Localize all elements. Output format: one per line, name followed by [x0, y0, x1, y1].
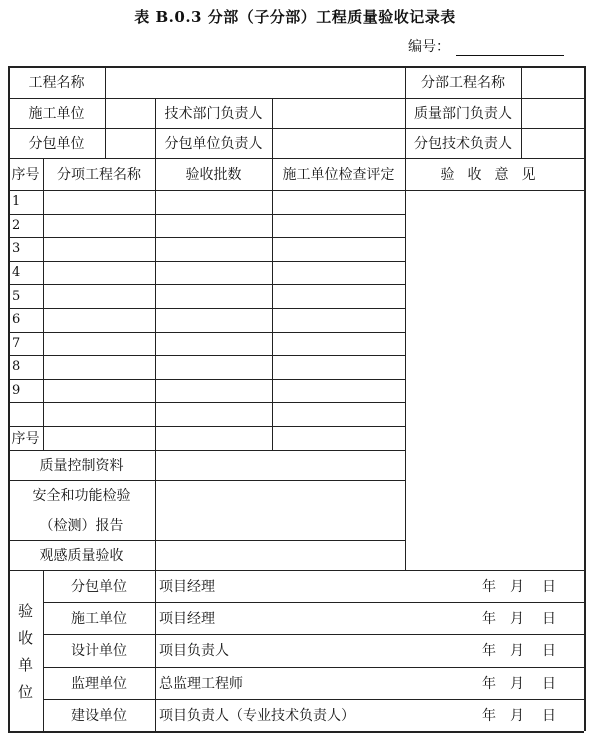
- table-cell-batch-count[interactable]: [155, 261, 272, 285]
- table-cell-self-check[interactable]: [272, 402, 405, 426]
- table-row-number: 8: [12, 359, 21, 375]
- date-day-label: 日: [542, 675, 556, 692]
- table-cell-self-check[interactable]: [272, 237, 405, 261]
- table-row-number: 5: [12, 288, 21, 304]
- table-row-number: 6: [12, 312, 21, 328]
- table-cell-self-check[interactable]: [272, 308, 405, 332]
- table-cell-batch-count[interactable]: [155, 237, 272, 261]
- date-year-label: 年: [482, 707, 496, 724]
- field-project-name[interactable]: [105, 66, 405, 98]
- table-cell-self-check[interactable]: [272, 355, 405, 379]
- signer-role-label: 总监理工程师: [159, 675, 243, 692]
- label-quality-dept-head: 质量部门负责人: [414, 106, 512, 122]
- table-cell-batch-count[interactable]: [155, 284, 272, 308]
- table-cell-self-check[interactable]: [272, 284, 405, 308]
- table-cell-batch-count[interactable]: [155, 190, 272, 214]
- table-cell-self-check[interactable]: [272, 261, 405, 285]
- signer-unit-label: 建设单位: [71, 707, 127, 724]
- table-cell-item-name[interactable]: [43, 332, 155, 356]
- label-sub-project-name: 分部工程名称: [421, 75, 505, 91]
- field-subcontract-unit[interactable]: [105, 128, 155, 158]
- label-appearance-quality: 观感质量验收: [39, 548, 124, 564]
- table-cell-self-check[interactable]: [272, 426, 405, 450]
- signer-role-label: 项目经理: [159, 611, 215, 628]
- table-row-number: 7: [12, 335, 21, 351]
- signer-role-label: 项目负责人: [159, 643, 229, 660]
- table-cell-item-name[interactable]: [43, 261, 155, 285]
- table-row-number: 3: [12, 241, 21, 257]
- date-day-label: 日: [542, 643, 556, 660]
- field-acceptance-opinion[interactable]: [405, 190, 584, 570]
- label-project-name: 工程名称: [28, 75, 85, 91]
- table-cell-item-name[interactable]: [43, 284, 155, 308]
- label-tech-dept-head: 技术部门负责人: [164, 106, 263, 122]
- table-cell-batch-count[interactable]: [155, 308, 272, 332]
- label-subcontract-tech-head: 分包技术负责人: [414, 136, 512, 152]
- signer-unit-label: 设计单位: [71, 643, 127, 660]
- field-subcontract-tech-head[interactable]: [521, 128, 584, 158]
- table-cell-item-name[interactable]: [43, 214, 155, 238]
- date-day-label: 日: [542, 611, 556, 628]
- column-header-opinion: 验收意见: [440, 167, 549, 183]
- field-quality-control-docs[interactable]: [155, 450, 405, 480]
- signer-unit-label: 施工单位: [71, 611, 127, 628]
- table-row-number: [8, 402, 47, 426]
- signer-role-label: 项目负责人（专业技术负责人）: [159, 707, 355, 724]
- column-header-seq: 序号: [11, 167, 40, 183]
- date-month-label: 月: [510, 675, 524, 692]
- table-cell-batch-count[interactable]: [155, 214, 272, 238]
- column-header-self-check: 施工单位检查评定: [282, 167, 395, 183]
- table-cell-batch-count[interactable]: [155, 402, 272, 426]
- label-quality-control-docs: 质量控制资料: [39, 458, 124, 474]
- date-year-label: 年: [482, 611, 496, 628]
- field-appearance-quality[interactable]: [155, 540, 405, 570]
- table-cell-item-name[interactable]: [43, 379, 155, 403]
- date-day-label: 日: [542, 579, 556, 596]
- signer-unit-label: 分包单位: [71, 579, 127, 596]
- field-safety-function-report[interactable]: [155, 480, 405, 540]
- acceptance-unit-char: 单: [17, 656, 33, 674]
- field-construction-unit[interactable]: [105, 98, 155, 128]
- date-month-label: 月: [510, 611, 524, 628]
- serial-label: 编号：: [408, 39, 450, 55]
- table-cell-batch-count[interactable]: [155, 379, 272, 403]
- table-cell-self-check[interactable]: [272, 190, 405, 214]
- table-cell-item-name[interactable]: [43, 402, 155, 426]
- field-quality-dept-head[interactable]: [521, 98, 584, 128]
- field-tech-dept-head[interactable]: [272, 98, 405, 128]
- date-month-label: 月: [510, 643, 524, 660]
- table-cell-item-name[interactable]: [43, 355, 155, 379]
- table-title: 表 B.0.3 分部（子分部）工程质量验收记录表: [134, 8, 456, 26]
- safety-line-2: （检测）报告: [39, 518, 124, 534]
- date-year-label: 年: [482, 643, 496, 660]
- table-cell-item-name[interactable]: [43, 308, 155, 332]
- field-sub-project-name[interactable]: [521, 66, 584, 98]
- table-row-number: 4: [12, 265, 21, 281]
- date-month-label: 月: [510, 579, 524, 596]
- date-day-label: 日: [542, 707, 556, 724]
- table-cell-batch-count[interactable]: [155, 355, 272, 379]
- date-month-label: 月: [510, 707, 524, 724]
- signer-role-label: 项目经理: [159, 579, 215, 596]
- label-safety-function-report: [8, 480, 155, 540]
- table-row-number: 2: [12, 217, 21, 233]
- column-header-batch-count: 验收批数: [185, 167, 242, 183]
- acceptance-unit-char: 收: [17, 629, 33, 647]
- date-year-label: 年: [482, 579, 496, 596]
- field-subcontract-unit-head[interactable]: [272, 128, 405, 158]
- safety-line-1: 安全和功能检验: [32, 488, 131, 504]
- label-construction-unit: 施工单位: [28, 106, 85, 122]
- table-row-number: 1: [12, 194, 21, 210]
- table-cell-item-name[interactable]: [43, 426, 155, 450]
- column-header-item-name: 分项工程名称: [57, 167, 141, 183]
- date-year-label: 年: [482, 675, 496, 692]
- acceptance-unit-char: 验: [17, 602, 33, 620]
- seq-repeat-label: 序号: [11, 431, 40, 447]
- label-subcontract-unit: 分包单位: [28, 136, 85, 152]
- table-row-number: 9: [12, 383, 21, 399]
- table-cell-self-check[interactable]: [272, 379, 405, 403]
- table-cell-item-name[interactable]: [43, 237, 155, 261]
- acceptance-unit-char: 位: [17, 683, 33, 701]
- label-subcontract-unit-head: 分包单位负责人: [164, 136, 263, 152]
- label-acceptance-unit: [8, 600, 43, 702]
- table-cell-batch-count[interactable]: [155, 426, 272, 450]
- table-cell-self-check[interactable]: [272, 214, 405, 238]
- table-cell-batch-count[interactable]: [155, 332, 272, 356]
- signer-unit-label: 监理单位: [71, 675, 127, 692]
- table-cell-item-name[interactable]: [43, 190, 155, 214]
- table-cell-self-check[interactable]: [272, 332, 405, 356]
